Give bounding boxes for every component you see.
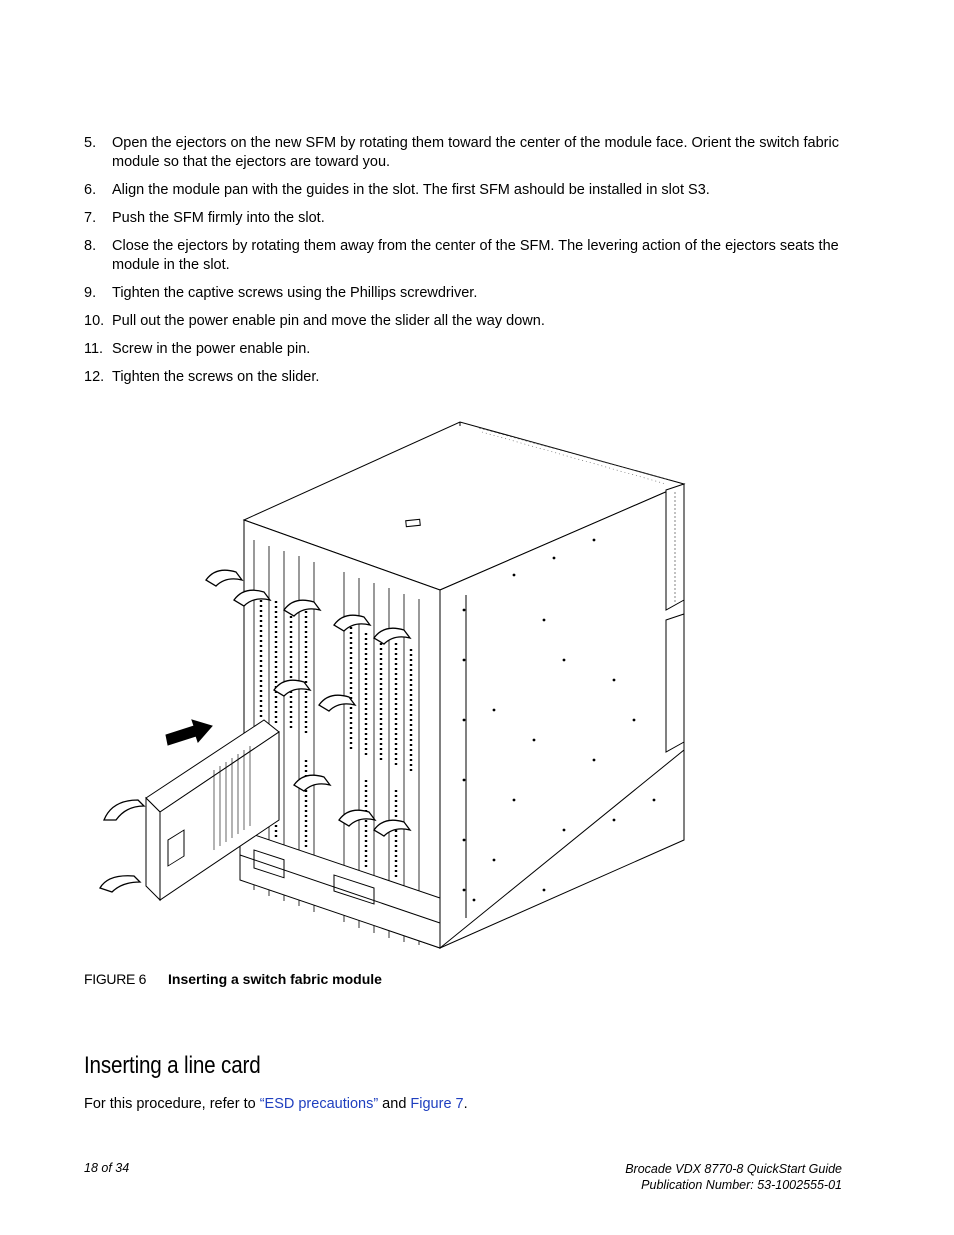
step-9: 9. Tighten the captive screws using the Phillips screwdriver.	[84, 285, 478, 301]
esd-precautions-link[interactable]: “ESD precautions”	[259, 1096, 379, 1112]
footer-publication-info	[625, 1161, 842, 1193]
procedure-steps	[84, 134, 844, 396]
step-5: 5. Open the ejectors on the new SFM by rotating them toward the center of the module face. Orient the switch fabric module so that the ejectors are toward you.	[84, 135, 839, 170]
guide-title: Brocade VDX 8770-8 QuickStart Guide	[625, 1162, 842, 1176]
chassis-illustration	[94, 420, 688, 952]
section-intro: For this procedure, refer to “ESD precautions” and Figure 7.	[84, 1096, 468, 1112]
figure-7-link[interactable]: Figure 7	[410, 1096, 464, 1112]
step-10: 10. Pull out the power enable pin and move the slider all the way down.	[84, 313, 545, 329]
step-11: 11. Screw in the power enable pin.	[84, 341, 311, 357]
step-8: 8. Close the ejectors by rotating them away from the center of the SFM. The levering action of the ejectors seats the module in the slot.	[84, 238, 839, 273]
step-6: 6. Align the module pan with the guides in the slot. The first SFM ashould be installed in slot S3.	[84, 182, 710, 198]
section-title: Inserting a line card	[84, 1052, 261, 1079]
figure-caption-text: Inserting a switch fabric module	[168, 971, 382, 987]
step-12: 12. Tighten the screws on the slider.	[84, 369, 320, 385]
page-number: 18 of 34	[84, 1161, 130, 1175]
figure-caption	[84, 971, 382, 987]
step-7: 7. Push the SFM firmly into the slot.	[84, 210, 325, 226]
figure-label: FIGURE 6	[84, 971, 147, 987]
publication-number: Publication Number: 53-1002555-01	[641, 1178, 842, 1192]
